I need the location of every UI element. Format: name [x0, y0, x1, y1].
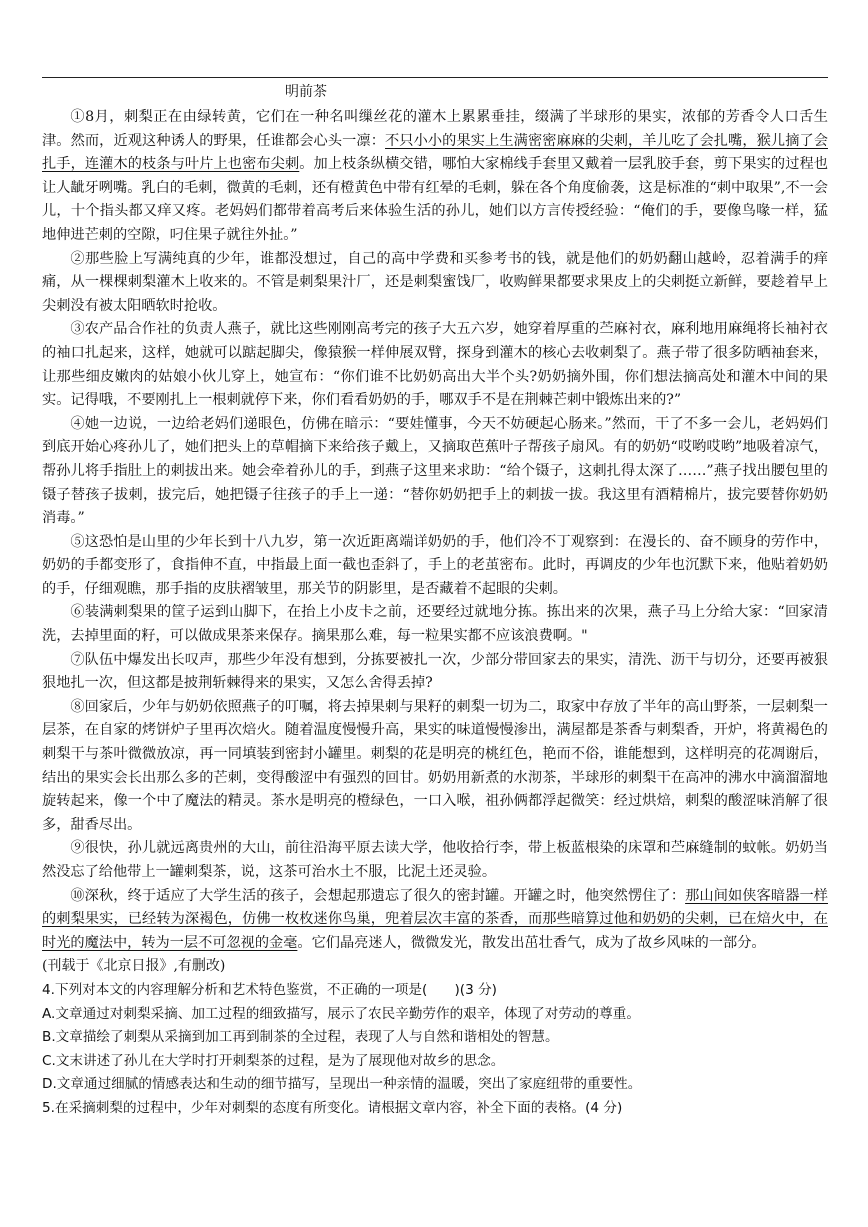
text-segment: ④她一边说，一边给老妈们递眼色，仿佛在暗示：“要娃懂事，今天不妨硬起心肠来。”然而，干了不多一会儿，老妈妈们到底开始心疼孙儿了，她们把头上的草帽摘下来给孩子戴上，又摘取芭蕉叶子帮孩子扇风。有的奶奶“哎哟哎哟”地吸着凉气，帮孙儿将手指肚上的刺拔出来。她会牵着孙儿的手，到燕子这里来求助：“给个镊子，这刺扎得太深了……”燕子找出腰包里的镊子替孩子拔刺，拔完后，她把镊子往孩子的手上一递：“替你奶奶把手上的刺拔一拔。我这里有酒精棉片，拔完要替你奶奶消毒。” — [42, 415, 828, 527]
article-title: 明前茶 — [285, 84, 327, 100]
paragraph-list — [42, 106, 828, 955]
text-segment: ⑩深秋，终于适应了大学生活的孩子，会想起那遗忘了很久的密封罐。开罐之时，他突然愣住了： — [70, 887, 686, 904]
text-segment: ⑤这恐怕是山里的少年长到十八九岁，第一次近距离端详奶奶的手，他们冷不丁观察到：在漫长的、奋不顾身的劳作中，奶奶的手都变形了，食指伸不直，中指最上面一截也歪斜了，手上的老茧密布。此时，再调皮的少年也沉默下来，他贴着奶奶的手，仔细观瞧，那手指的皮肤褶皱里，那关节的阴影里，是否藏着不起眼的尖刺。 — [42, 533, 828, 597]
option-a: A.文章通过对刺梨采摘、加工过程的细致描写，展示了农民辛勤劳作的艰辛，体现了对劳动的尊重。 — [42, 1005, 640, 1022]
paragraph — [42, 696, 828, 838]
text-segment: ②那些脸上写满纯真的少年，谁都没想过，自己的高中学费和买参考书的钱，就是他们的奶奶翻山越岭，忍着满手的痒痛，从一棵棵刺梨灌木上收来的。不管是刺梨果汁厂，还是刺梨蜜饯厂，收购鲜果都要求果皮上的尖刺挺立新鲜，要趁着早上尖刺没有被太阳晒软时抢收。 — [42, 250, 828, 314]
question-5: 5.在采摘刺梨的过程中，少年对刺梨的态度有所变化。请根据文章内容，补全下面的表格。(4 分) — [42, 1099, 623, 1116]
underlined-text: 那山间如侠客暗器一样的刺梨果实，已经转为深褐色，仿佛一枚枚迷你鸟巢，兜着层次丰富的茶香，而那些暗算过他和奶奶的尖刺，已在焙火中，在时光的魔法中，转为一层不可忽视的金毫 — [42, 887, 828, 951]
option-b: B.文章描绘了刺梨从采摘到加工再到制茶的全过程，表现了人与自然和谐相处的智慧。 — [42, 1029, 559, 1046]
text-segment: ⑧回家后，少年与奶奶依照燕子的叮嘱，将去掉果刺与果籽的刺梨一切为二，取家中存放了半年的高山野茶，一层刺梨一层茶，在自家的烤饼炉子里再次焙火。随着温度慢慢升高，果实的味道慢慢渗出，满屋都是茶香与刺梨香，开炉，将黄褐色的刺梨干与茶叶微微放凉，再一同填装到密封小罐里。刺梨的花是明亮的桃红色，艳而不俗，谁能想到，这样明亮的花凋谢后，结出的果实会长出那么多的芒刺，变得酸涩中有强烈的回甘。奶奶用新煮的水沏茶，半球形的刺梨干在高冲的沸水中滴溜溜地旋转起来，像一个中了魔法的精灵。茶水是明亮的橙绿色，一口入喉，祖孙俩都浮起微笑：经过烘焙，刺梨的酸涩味消解了很多，甜香尽出。 — [42, 698, 828, 833]
text-segment: ③农产品合作社的负责人燕子，就比这些刚刚高考完的孩子大五六岁，她穿着厚重的苎麻衬衣，麻利地用麻绳将长袖衬衣的袖口扎起来，这样，她就可以踮起脚尖，像猿猴一样伸展双臂，探身到灌木的核心去收刺梨了。燕子带了很多防晒袖套来，让那些细皮嫩肉的姑娘小伙儿穿上，她宣布：“你们谁不比奶奶高出大半个头?奶奶摘外围，你们想法摘高处和灌木中间的果实。记得哦，不要刚扎上一根刺就停下来，你们看看奶奶的手，哪双手不是在荆棘芒刺中锻炼出来的?” — [42, 321, 828, 409]
paragraph — [42, 531, 828, 602]
text-segment: ①8月，刺梨正在由绿转黄，它们在一种名叫缫丝花的灌木上累累垂挂，缀满了半球形的果实，浓郁的芳香令人口舌生津。然而，近观这种诱人的野果，任谁都会心头一凛： — [42, 109, 828, 149]
underlined-text: 不只小小的果实上生满密密麻麻的尖刺，羊儿吃了会扎嘴，猴儿摘了会扎手，连灌木的枝条与叶片上也密布尖刺 — [42, 132, 828, 173]
text-segment: 。加上枝条纵横交错，哪怕大家棉线手套里又戴着一层乳胶手套，剪下果实的过程也让人龇牙咧嘴。乳白的毛刺，微黄的毛刺，还有橙黄色中带有红晕的毛刺，躲在各个角度偷袭，这是标准的“刺中取果”,不一会儿，十个指头都又痒又疼。老妈妈们都带着高考后来体验生活的孙儿，她们以方言传授经验：“俺们的手，要像鸟喙一样，猛地伸进芒刺的空隙，叼住果子就往外扯。” — [42, 156, 828, 243]
text-segment: 。它们晶亮迷人，微微发光，散发出茁壮香气，成为了故乡风味的一部分。 — [297, 934, 766, 951]
option-c: C.文末讲述了孙儿在大学时打开刺梨茶的过程，是为了展现他对故乡的思念。 — [42, 1052, 505, 1069]
text-segment: ⑥装满刺梨果的筐子运到山脚下，在抬上小皮卡之前，还要经过就地分拣。拣出来的次果，燕子马上分给大家：“回家清洗，去掉里面的籽，可以做成果茶来保存。摘果那么难，每一粒果实都不应该浪费啊。" — [42, 604, 828, 645]
paragraph — [42, 318, 828, 412]
option-d: D.文章通过细腻的情感表达和生动的细节描写，呈现出一种亲情的温暖，突出了家庭纽带的重要性。 — [42, 1076, 642, 1093]
paragraph — [42, 248, 828, 319]
source-note: (刊载于《北京日报》,有删改) — [42, 958, 226, 975]
text-segment: ⑦队伍中爆发出长叹声，那些少年没有想到，分拣要被扎一次，少部分带回家去的果实，清洗、沥干与切分，还要再被狠狠地扎一次，但这都是披荆斩棘得来的果实，又怎么舍得丢掉? — [42, 651, 828, 692]
article-body — [42, 106, 828, 1121]
paragraph — [42, 413, 828, 531]
text-segment: ⑨很快，孙儿就远离贵州的大山，前往沿海平原去读大学，他收拾行李，带上板蓝根染的床罩和苎麻缝制的蚊帐。奶奶当然没忘了给他带上一罐刺梨茶，说，这茶可治水土不服，比泥土还灵验。 — [42, 840, 828, 880]
header-rule — [42, 77, 828, 78]
question-4: 4.下列对本文的内容理解分析和艺术特色鉴赏，不正确的一项是( )(3 分) — [42, 981, 497, 998]
paragraph — [42, 601, 828, 648]
paragraph — [42, 837, 828, 884]
paragraph — [42, 649, 828, 696]
paragraph — [42, 106, 828, 248]
paragraph — [42, 885, 828, 956]
